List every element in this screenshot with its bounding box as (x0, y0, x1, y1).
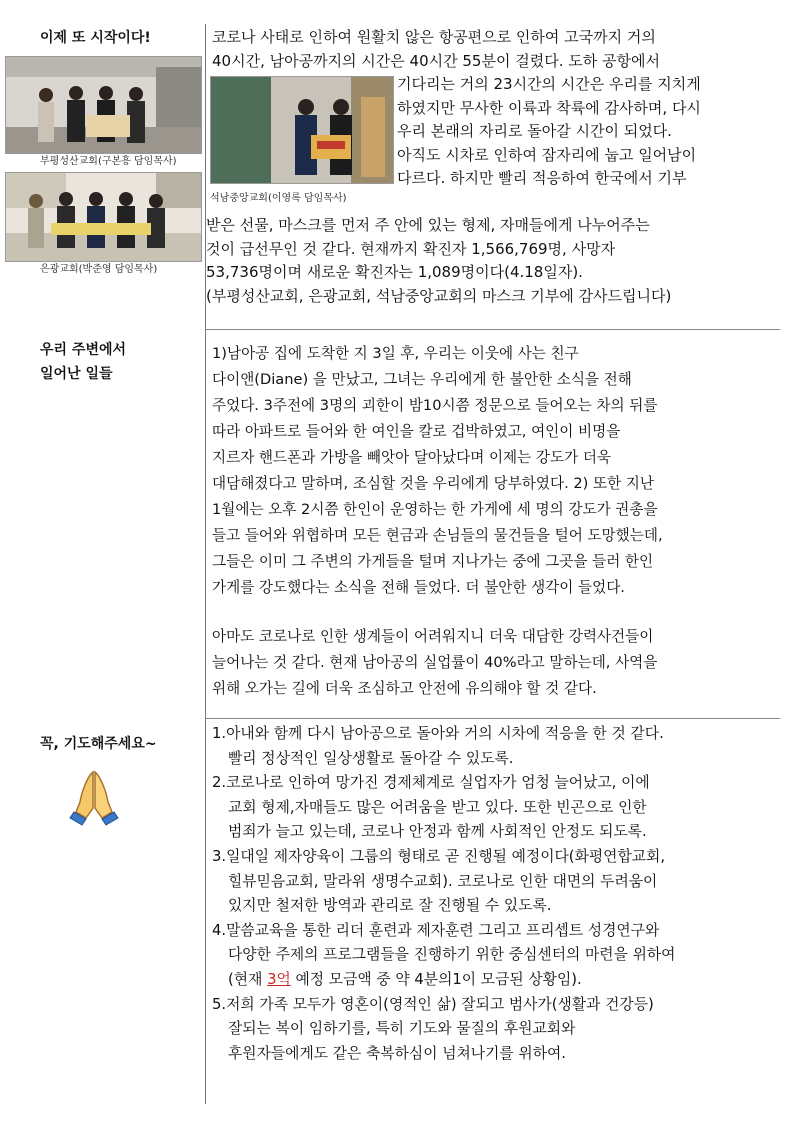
section2-para1 (212, 341, 663, 601)
section1-line: 하였지만 무사한 이륙과 착륙에 감사하며, 다시 (397, 98, 701, 117)
prayer-item-2-cont: 범죄가 늘고 있는데, 코로나 안정과 함께 사회적인 안정도 되도록. (228, 823, 647, 841)
fundraising-goal-amount: 3억 (267, 970, 291, 988)
section1-line: 아직도 시차로 인하여 잠자리에 눕고 일어남이 (397, 145, 697, 164)
praying-hands-icon (66, 768, 122, 830)
section2-line: 그들은 이미 그 주변의 가게들을 털며 지나가는 중에 그곳을 들러 한인 (212, 553, 654, 570)
photo1-caption: 부평성산교회(구본흥 담임목사) (40, 156, 177, 167)
prayer-item-3-cont: 있지만 철저한 방역과 관리로 잘 진행될 수 있도록. (228, 897, 552, 915)
section2-line: 가게를 강도했다는 소식을 전해 들었다. 더 불안한 생각이 들었다. (212, 579, 625, 596)
section1-body-bottom (206, 214, 671, 308)
fundraising-suffix: 예정 모금액 중 약 4분의1이 모금된 상황임). (290, 970, 582, 988)
photo-seoknam-image (211, 77, 393, 183)
photo-bupyeong-church (5, 56, 202, 154)
section2-line: 1)남아공 집에 도착한 지 3일 후, 우리는 이웃에 사는 친구 (212, 345, 579, 362)
section2-line: 1월에는 오후 2시쯤 한인이 운영하는 한 가게에 세 명의 강도가 권총을 (212, 501, 658, 518)
fundraising-prefix: (현재 (228, 970, 268, 988)
prayer-item-5-cont: 잘되는 복이 임하기를, 특히 기도와 물질의 후원교회와 (228, 1020, 576, 1038)
section1-title: 이제 또 시작이다! (40, 30, 151, 46)
prayer-item-2: 2.코로나로 인하여 망가진 경제체계로 실업자가 엄청 늘어났고, 이에 (212, 774, 650, 792)
section1-line: 받은 선물, 마스크를 먼저 주 안에 있는 형제, 자매들에게 나누어주는 (206, 216, 650, 234)
section2-title-line2: 일어난 일들 (40, 366, 113, 382)
section2-line: 대담해졌다고 말하며, 조심할 것을 우리에게 당부하였다. 2) 또한 지난 (212, 475, 655, 492)
photo-bupyeong-image (6, 57, 201, 153)
prayer-item-3-cont: 힐뷰믿음교회, 말라위 생명수교회). 코로나로 인한 대면의 두려움이 (228, 872, 658, 890)
section1-body-wrap (397, 73, 701, 191)
section1-body-top (212, 26, 660, 73)
prayer-list (212, 722, 675, 1066)
section1-line: 우리 본래의 자리로 돌아갈 시간이 되었다. (397, 122, 672, 140)
prayer-item-5: 5.저희 가족 모두가 영혼이(영적인 삶) 잘되고 범사가(생활과 건강등) (212, 995, 654, 1013)
section2-line: 늘어나는 것 같다. 현재 남아공의 실업률이 40%라고 말하는데, 사역을 (212, 654, 658, 671)
section2-line: 지르자 핸드폰과 가방을 빼앗아 달아났다며 이제는 강도가 더욱 (212, 449, 612, 466)
section2-para2 (212, 624, 657, 702)
prayer-item-4-fundraising (212, 968, 675, 993)
section1-line: 다르다. 하지만 빨리 적응하여 한국에서 기부 (397, 169, 687, 187)
prayer-item-2-cont: 교회 형제,자매들도 많은 어려움을 받고 있다. 또한 빈곤으로 인한 (228, 798, 647, 816)
section2-line: 아마도 코로나로 인한 생계들이 어려워지니 더욱 대담한 강력사건들이 (212, 628, 654, 645)
section3-title: 꼭, 기도해주세요~ (40, 736, 157, 752)
section1-line: 53,736명이며 새로운 확진자는 1,089명이다(4.18일자). (206, 263, 583, 281)
section2-line: 주었다. 3주전에 3명의 괴한이 밤10시쯤 정문으로 들어오는 차의 뒤를 (212, 397, 658, 414)
section1-line: 40시간, 남아공까지의 시간은 40시간 55분이 걸렸다. 도하 공항에서 (212, 51, 660, 70)
prayer-item-1-cont: 빨리 정상적인 일상생활로 돌아갈 수 있도록. (228, 749, 514, 767)
section2-line: 들고 들어와 위협하며 모든 현금과 손님들의 물건들을 털어 도망했는데, (212, 527, 663, 544)
section1-line: (부평성산교회, 은광교회, 석남중앙교회의 마스크 기부에 감사드립니다) (206, 286, 672, 305)
photo-eungwang-church (5, 172, 202, 262)
section2-line: 따라 아파트로 들어와 한 여인을 칼로 겁박하였고, 여인이 비명을 (212, 423, 621, 440)
section1-line: 코로나 사태로 인하여 원활치 않은 항공편으로 인하여 고국까지 거의 (212, 28, 656, 46)
section2-title-line1: 우리 주변에서 (40, 342, 127, 358)
prayer-item-5-cont: 후원자들에게도 같은 축복하심이 넘쳐나기를 위하여. (228, 1044, 566, 1062)
section-divider-2 (205, 718, 780, 719)
photo2-caption: 은광교회(박준영 담임목사) (40, 264, 158, 275)
photo-eungwang-image (6, 173, 201, 261)
section2-line: 위해 오가는 길에 더욱 조심하고 안전에 유의해야 할 것 같다. (212, 680, 597, 697)
section1-line: 것이 급선무인 것 같다. 현재까지 확진자 1,566,769명, 사망자 (206, 239, 616, 258)
section1-line: 기다리는 거의 23시간의 시간은 우리를 지치게 (397, 75, 701, 93)
photo-seoknam-church (210, 76, 394, 184)
prayer-item-3: 3.일대일 제자양육이 그룹의 형태로 곧 진행될 예정이다(화평연합교회, (212, 847, 666, 865)
section2-line: 다이앤(Diane) 을 만났고, 그녀는 우리에게 한 불안한 소식을 전해 (212, 371, 632, 388)
column-divider (205, 24, 206, 1104)
section2-title (40, 338, 126, 386)
prayer-item-1: 1.아내와 함께 다시 남아공으로 돌아와 거의 시차에 적응을 한 것 같다. (212, 725, 664, 742)
section-divider-1 (205, 329, 780, 330)
prayer-item-4-cont: 다양한 주제의 프로그램들을 진행하기 위한 중심센터의 마련을 위하여 (228, 946, 676, 964)
photo3-caption: 석남중앙교회(이영록 담임목사) (210, 193, 347, 204)
prayer-item-4: 4.말씀교육을 통한 리더 훈련과 제자훈련 그리고 프리셉트 성경연구와 (212, 921, 660, 939)
